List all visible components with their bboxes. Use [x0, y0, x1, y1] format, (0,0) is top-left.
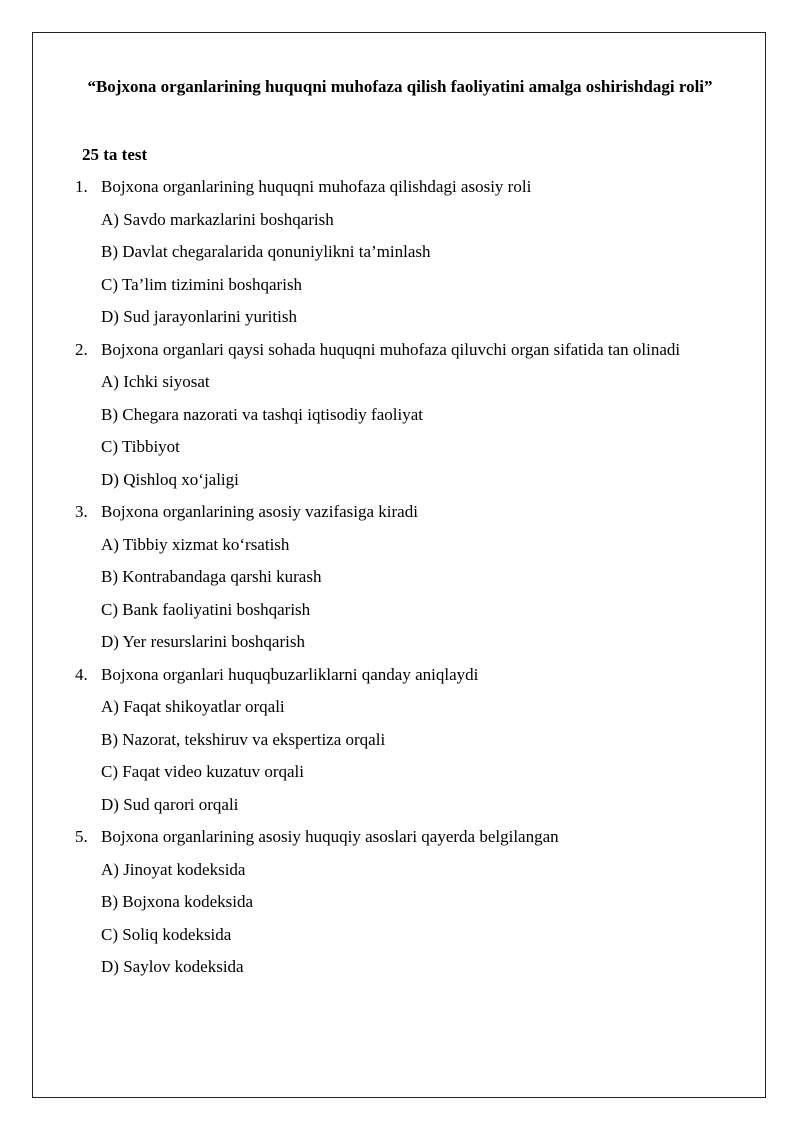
- option-c: C) Tibbiyot: [101, 437, 180, 456]
- option-c: C) Ta’lim tizimini boshqarish: [101, 274, 303, 294]
- question-1: [0, 171, 800, 334]
- question-2: [0, 334, 800, 497]
- option-list: [0, 854, 800, 984]
- option-d: D) Yer resurslarini boshqarish: [101, 632, 305, 651]
- option-list: [0, 204, 800, 334]
- option-d: D) Saylov kodeksida: [101, 957, 244, 976]
- question-text: Bojxona organlarining huquqni muhofaza qilishdagi asosiy roli: [101, 177, 532, 196]
- option-d: D) Sud qarori orqali: [101, 794, 239, 814]
- option-b: B) Davlat chegaralarida qonuniylikni ta’minlash: [101, 242, 431, 261]
- option-b: B) Chegara nazorati va tashqi iqtisodiy faoliyat: [101, 404, 423, 424]
- option-c: C) Bank faoliyatini boshqarish: [101, 599, 311, 619]
- option-a: A) Faqat shikoyatlar orqali: [101, 697, 285, 716]
- option-list: [0, 691, 800, 821]
- option-b: B) Bojxona kodeksida: [101, 892, 254, 911]
- option-b: B) Nazorat, tekshiruv va ekspertiza orqali: [101, 729, 386, 749]
- option-a: A) Jinoyat kodeksida: [101, 859, 246, 879]
- question-number: 1.: [75, 177, 88, 196]
- question-text: Bojxona organlari huquqbuzarliklarni qanday aniqlaydi: [101, 664, 479, 684]
- question-number: 2.: [75, 339, 88, 359]
- test-count: 25 ta test: [82, 145, 148, 164]
- question-number: 5.: [75, 827, 88, 846]
- option-c: C) Soliq kodeksida: [101, 924, 232, 944]
- option-a: A) Ichki siyosat: [101, 372, 210, 391]
- option-list: [0, 529, 800, 659]
- question-number: 4.: [75, 664, 88, 684]
- question-3: [0, 496, 800, 659]
- option-d: D) Qishloq xo‘jaligi: [101, 469, 239, 489]
- question-number: 3.: [75, 502, 88, 521]
- option-a: A) Tibbiy xizmat ko‘rsatish: [101, 534, 290, 554]
- question-4: [0, 659, 800, 822]
- question-text: Bojxona organlarining asosiy vazifasiga kiradi: [101, 502, 418, 521]
- option-list: [0, 366, 800, 496]
- option-d: D) Sud jarayonlarini yuritish: [101, 307, 297, 326]
- document-title: “Bojxona organlarining huquqni muhofaza qilish faoliyatini amalga oshirishdagi roli”: [87, 77, 713, 96]
- question-5: [0, 821, 800, 984]
- question-text: Bojxona organlarining asosiy huquqiy asoslari qayerda belgilangan: [101, 827, 559, 846]
- question-text: Bojxona organlari qaysi sohada huquqni muhofaza qiluvchi organ sifatida tan olinadi: [101, 339, 681, 359]
- option-b: B) Kontrabandaga qarshi kurash: [101, 567, 322, 586]
- question-list: [0, 171, 800, 984]
- option-c: C) Faqat video kuzatuv orqali: [101, 762, 305, 781]
- option-a: A) Savdo markazlarini boshqarish: [101, 209, 334, 229]
